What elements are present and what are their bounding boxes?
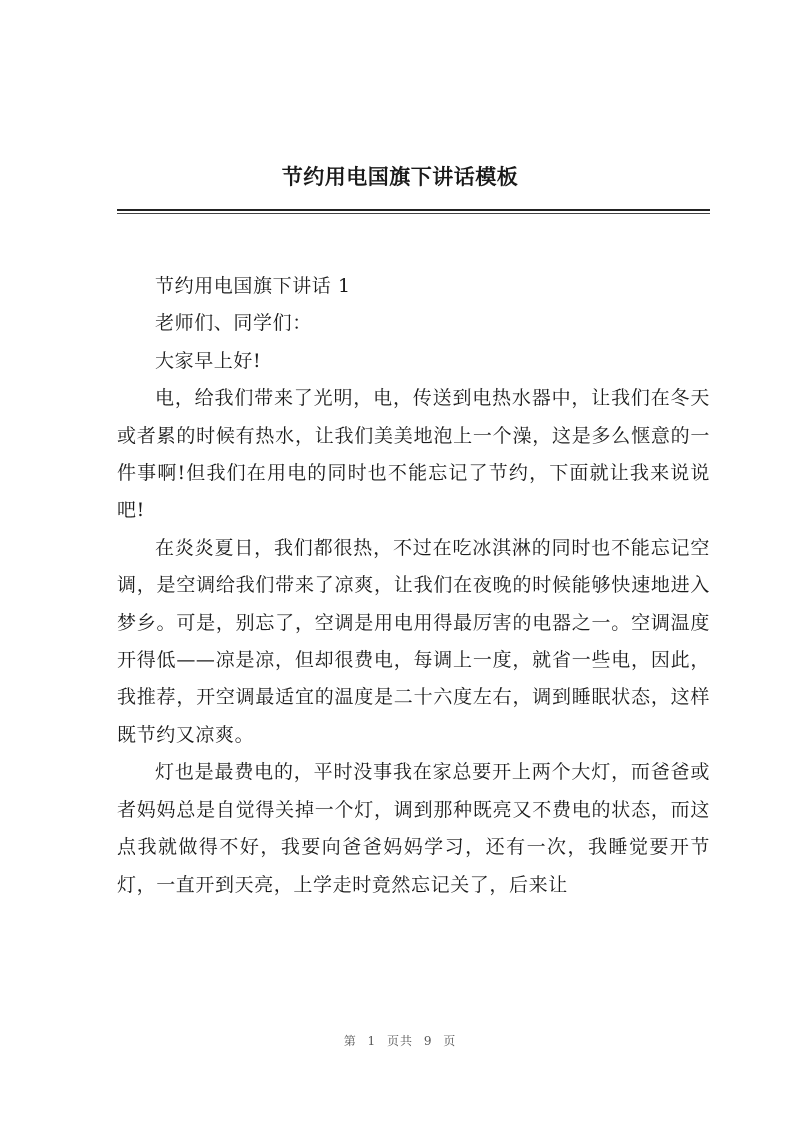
- greeting: 大家早上好!: [155, 349, 262, 372]
- document-body: [117, 268, 710, 904]
- body-paragraph: 电，给我们带来了光明，电，传送到电热水器中，让我们在冬天或者累的时候有热水，让我们美美地泡上一个澡，这是多么惬意的一件事啊!但我们在用电的同时也不能忘记了节约，下面就让我来说说吧!: [117, 387, 710, 522]
- title-divider-thin: [117, 213, 710, 214]
- body-paragraph: 灯也是最费电的，平时没事我在家总要开上两个大灯，而爸爸或者妈妈总是自觉得关掉一个灯，调到那种既亮又不费电的状态，而这点我就做得不好，我要向爸爸妈妈学习，还有一次，我睡觉要开节灯，一直开到天亮，上学走时竟然忘记关了，后来让: [117, 761, 710, 896]
- title-divider: [117, 209, 710, 211]
- body-paragraph: 在炎炎夏日，我们都很热，不过在吃冰淇淋的同时也不能忘记空调，是空调给我们带来了凉爽，让我们在夜晚的时候能够快速地进入梦乡。可是，别忘了，空调是用电用得最厉害的电器之一。空调温度开得低——凉是凉，但却很费电，每调上一度，就省一些电，因此，我推荐，开空调最适宜的温度是二十六度左右，调到睡眠状态，这样既节约又凉爽。: [117, 536, 710, 746]
- salutation: 老师们、同学们：: [155, 312, 312, 335]
- section-heading: 节约用电国旗下讲话 1: [155, 275, 351, 297]
- page-title: 节约用电国旗下讲话模板: [281, 165, 519, 189]
- page-number-footer: 第 1 页共 9 页: [343, 1034, 457, 1048]
